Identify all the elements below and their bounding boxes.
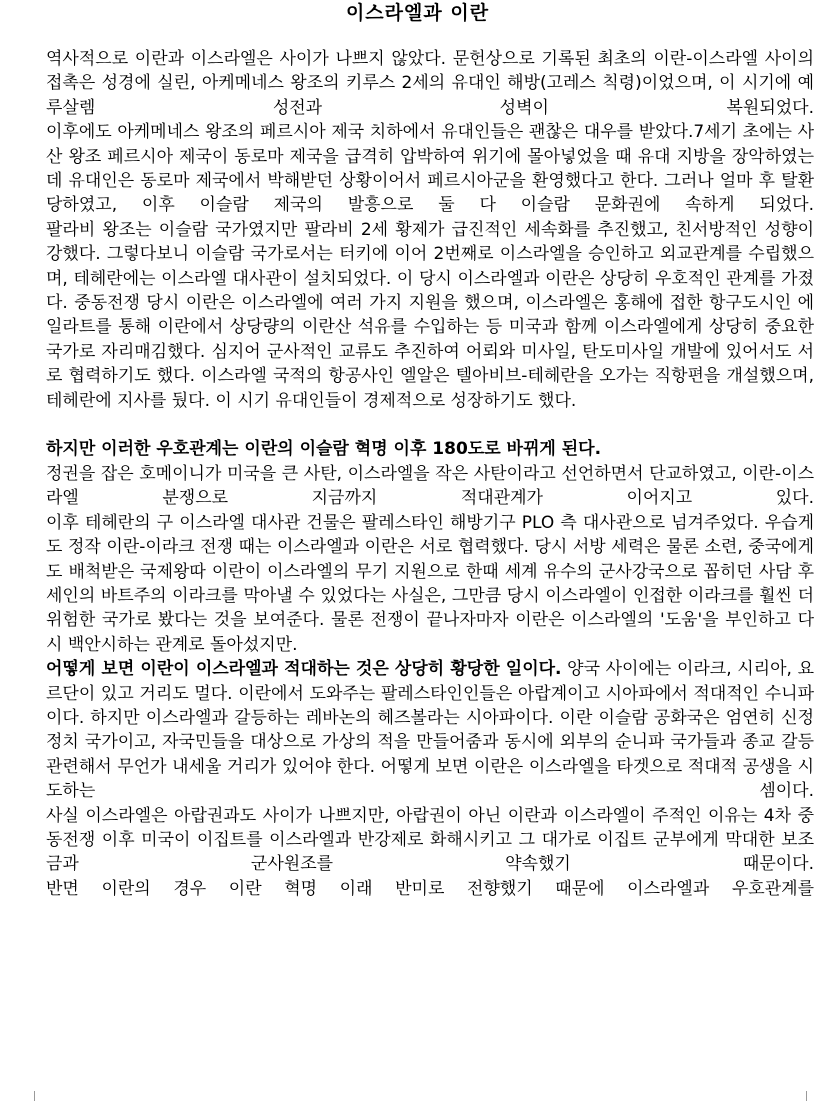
page-corner-mark-right: [806, 1091, 815, 1101]
paragraph-5: 이후 테헤란의 구 이스라엘 대사관 건물은 팔레스타인 해방기구 PLO 측 대사관으로 넘겨주었다. 우습게도 정작 이란-이라크 전쟁 때는 이스라엘과 이란은 서로 협력했다. 당시 서방 세력은 물론 소련, 중국에게도 배척받은 국제왕따 이란이 이스라엘의 무기 지원으로 한때 세계 유수의 군사강국으로 꼽히던 사담 후세인의 바트주의 이라크를 막아낼 수 있었다는 사실은, 그만큼 당시 이스라엘이 인접한 이라크를 훨씬 더 위험한 국가로 봤다는 것을 보여준다. 물론 전쟁이 끝나자마자 이란은 이스라엘의 '도움'을 부인하고 다시 백안시하는 관계로 돌아섰지만.: [46, 512, 814, 655]
paragraph-6-text: 양국 사이에는 이라크, 시리아, 요르단이 있고 거리도 멀다. 이란에서 도와주는 팔레스타인인들은 아랍계이고 시아파에서 적대적인 수니파이다. 하지만 이스라엘과 갈등하는 레바논의 헤즈볼라는 시아파이다. 이란 이슬람 공화국은 엄연히 신정 정치 국가이고, 자국민들을 대상으로 가상의 적을 만들어줌과 동시에 외부의 순니파 국가들과 종교 갈등 관련해서 무언가 내세울 거리가 있어야 한다. 어떻게 보면 이란은 이스라엘을 타겟으로 적대적 공생을 시도하는 셈이다.: [46, 659, 814, 802]
paragraph-6: [46, 657, 814, 803]
document-body: [46, 47, 814, 901]
paragraph-2: 이후에도 아케메네스 왕조의 페르시아 제국 치하에서 유대인들은 괜찮은 대우를 받았다.7세기 초에는 사산 왕조 페르시아 제국이 동로마 제국을 급격히 압박하여 위기에 몰아넣었을 때 유대 지방을 장악하였는데 유대인은 동로마 제국에서 박해받던 상황이어서 페르시아군을 환영했다고 한다. 그러나 얼마 후 탈환당하였고, 이후 이슬람 제국의 발흥으로 둘 다 이슬람 문화권에 속하게 되었다.: [46, 122, 814, 216]
bold-lead-sentence: 어떻게 보면 이란이 이스라엘과 적대하는 것은 상당히 황당한 일이다.: [46, 659, 562, 680]
paragraph-1: 역사적으로 이란과 이스라엘은 사이가 나쁘지 않았다. 문헌상으로 기록된 최초의 이란-이스라엘 사이의 접촉은 성경에 실린, 아케메네스 왕조의 키루스 2세의 유대인 해방(고레스 칙령)이었으며, 이 시기에 예루살렘 성전과 성벽이 복원되었다.: [46, 49, 814, 118]
paragraph-3: 팔라비 왕조는 이슬람 국가였지만 팔라비 2세 황제가 급진적인 세속화를 추진했고, 친서방적인 성향이 강했다. 그렇다보니 이슬람 국가로서는 터키에 이어 2번째로 이스라엘을 승인하고 외교관계를 수립했으며, 테헤란에는 이스라엘 대사관이 설치되었다. 이 당시 이스라엘과 이란은 상당히 우호적인 관계를 가졌다. 중동전쟁 당시 이란은 이스라엘에 여러 가지 지원을 했으며, 이스라엘은 홍해에 접한 항구도시인 에일라트를 통해 이란에서 상당량의 이란산 석유를 수입하는 등 미국과 함께 이스라엘에게 상당히 중요한 국가로 자리매김했다. 심지어 군사적인 교류도 추진하여 어뢰와 미사일, 탄도미사일 개발에 있어서도 서로 협력하기도 했다. 이스라엘 국적의 항공사인 엘알은 텔아비브-테헤란을 오가는 직항편을 개설했으며, 테헤란에 지사를 뒀다. 이 시기 유대인들이 경제적으로 성장하기도 했다.: [46, 219, 814, 411]
page-corner-mark-left: [26, 1091, 35, 1101]
paragraph-gap: [46, 413, 814, 437]
document-title: 이스라엘과 이란: [345, 2, 490, 24]
paragraph-7: 사실 이스라엘은 아랍권과도 사이가 나쁘지만, 아랍권이 아닌 이란과 이스라엘이 주적인 이유는 4차 중동전쟁 이후 미국이 이집트를 이스라엘과 반강제로 화해시키고 그 대가로 이집트 군부에게 막대한 보조금과 군사원조를 약속했기 때문이다.: [46, 805, 814, 875]
bold-heading-line: 하지만 이러한 우호관계는 이란의 이슬람 혁명 이후 180도로 바뀌게 된다.: [46, 439, 602, 460]
paragraph-8: 반면 이란의 경우 이란 혁명 이래 반미로 전향했기 때문에 이스라엘과 우호관계를: [46, 878, 814, 899]
paragraph-4: 정권을 잡은 호메이니가 미국을 큰 사탄, 이스라엘을 작은 사탄이라고 선언하면서 단교하였고, 이란-이스라엘 분쟁으로 지금까지 적대관계가 이어지고 있다.: [46, 463, 814, 509]
